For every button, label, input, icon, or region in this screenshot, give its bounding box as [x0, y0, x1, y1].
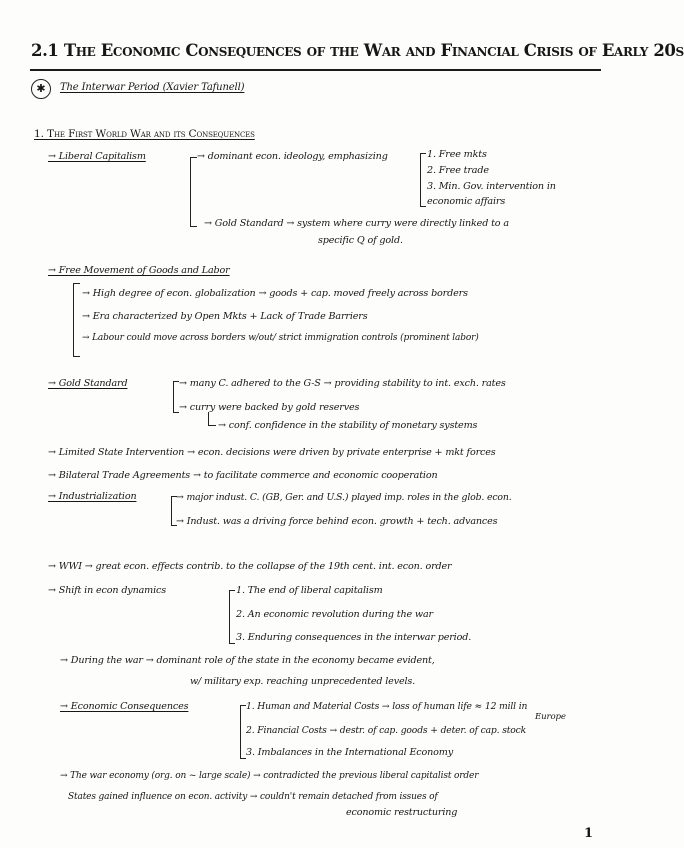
point-economic-affairs: economic affairs: [427, 196, 506, 207]
star-icon: ✱: [31, 79, 51, 99]
wwi-line: → WWI → great econ. effects contrib. to the collapse of the 19th cent. int. econ. order: [48, 561, 452, 572]
econ-point-3: 3. Imbalances in the International Economy: [246, 747, 454, 758]
econ-point-2: 2. Financial Costs → destr. of cap. goods + deter. of cap. stock: [246, 725, 527, 736]
title-underline: [30, 69, 601, 71]
bilateral-trade-line: → Bilateral Trade Agreements → to facilitate commerce and economic cooperation: [48, 470, 438, 481]
bracket: [73, 283, 80, 357]
war-economy-line-1: → The war economy (org. on ~ large scale) → contradicted the previous liberal capitalist order: [60, 771, 479, 781]
dominant-line: → dominant econ. ideology, emphasizing: [197, 151, 388, 162]
gold-standard-line: → Gold Standard → system where curry were directly linked to a: [204, 218, 509, 229]
shift-label: → Shift in econ dynamics: [48, 585, 167, 596]
gold-standard-point-3: → conf. confidence in the stability of monetary systems: [218, 420, 478, 431]
free-movement-line-2: → Era characterized by Open Mkts + Lack of Trade Barriers: [82, 311, 368, 322]
gold-standard-point-1: → many C. adhered to the G-S → providing stability to int. exch. rates: [179, 378, 506, 389]
econ-point-1: 1. Human and Material Costs → loss of human life ≈ 12 mill in: [246, 701, 528, 712]
during-war-line-1: → During the war → dominant role of the state in the economy became evident,: [60, 655, 435, 666]
industrialization-point-1: → major indust. C. (GB, Ger. and U.S.) played imp. roles in the glob. econ.: [176, 492, 512, 503]
bracket: [420, 153, 426, 207]
free-movement-line-1: → High degree of econ. globalization → goods + cap. moved freely across borders: [82, 288, 468, 299]
war-economy-line-2: States gained influence on econ. activity → couldn't remain detached from issues of: [68, 792, 438, 802]
arrow-hook: [208, 412, 216, 426]
war-economy-line-3: economic restructuring: [346, 807, 458, 818]
industrialization-point-2: → Indust. was a driving force behind econ. growth + tech. advances: [176, 516, 498, 527]
gold-standard-label: → Gold Standard: [48, 378, 128, 389]
bracket: [229, 590, 235, 644]
liberal-capitalism-label: → Liberal Capitalism: [48, 151, 146, 162]
shift-point-1: 1. The end of liberal capitalism: [236, 585, 383, 596]
page-title: 2.1 The Economic Consequences of the War and Financial Crisis of Early 20s: [31, 41, 684, 60]
gold-standard-point-2: → curry were backed by gold reserves: [179, 402, 360, 413]
point-free-markets: 1. Free mkts: [427, 149, 487, 160]
shift-point-2: 2. An economic revolution during the war: [236, 609, 433, 620]
intro-line: The Interwar Period (Xavier Tafunell): [60, 82, 245, 93]
gold-standard-line-2: specific Q of gold.: [318, 235, 403, 246]
econ-europe: Europe: [535, 712, 566, 722]
point-free-trade: 2. Free trade: [427, 165, 489, 176]
shift-point-3: 3. Enduring consequences in the interwar period.: [236, 632, 472, 643]
point-min-gov: 3. Min. Gov. intervention in: [427, 181, 556, 192]
free-movement-label: → Free Movement of Goods and Labor: [48, 265, 230, 276]
section-heading: 1. The First World War and its Consequences: [34, 128, 255, 140]
economic-consequences-label: → Economic Consequences: [60, 701, 189, 712]
free-movement-line-3: → Labour could move across borders w/out/ strict immigration controls (prominent labor): [82, 333, 479, 343]
bracket: [190, 157, 197, 227]
during-war-line-2: w/ military exp. reaching unprecedented levels.: [190, 676, 416, 687]
industrialization-label: → Industrialization: [48, 491, 137, 502]
page-number: 1: [584, 826, 594, 841]
limited-state-line: → Limited State Intervention → econ. decisions were driven by private enterprise + mkt forces: [48, 447, 496, 458]
